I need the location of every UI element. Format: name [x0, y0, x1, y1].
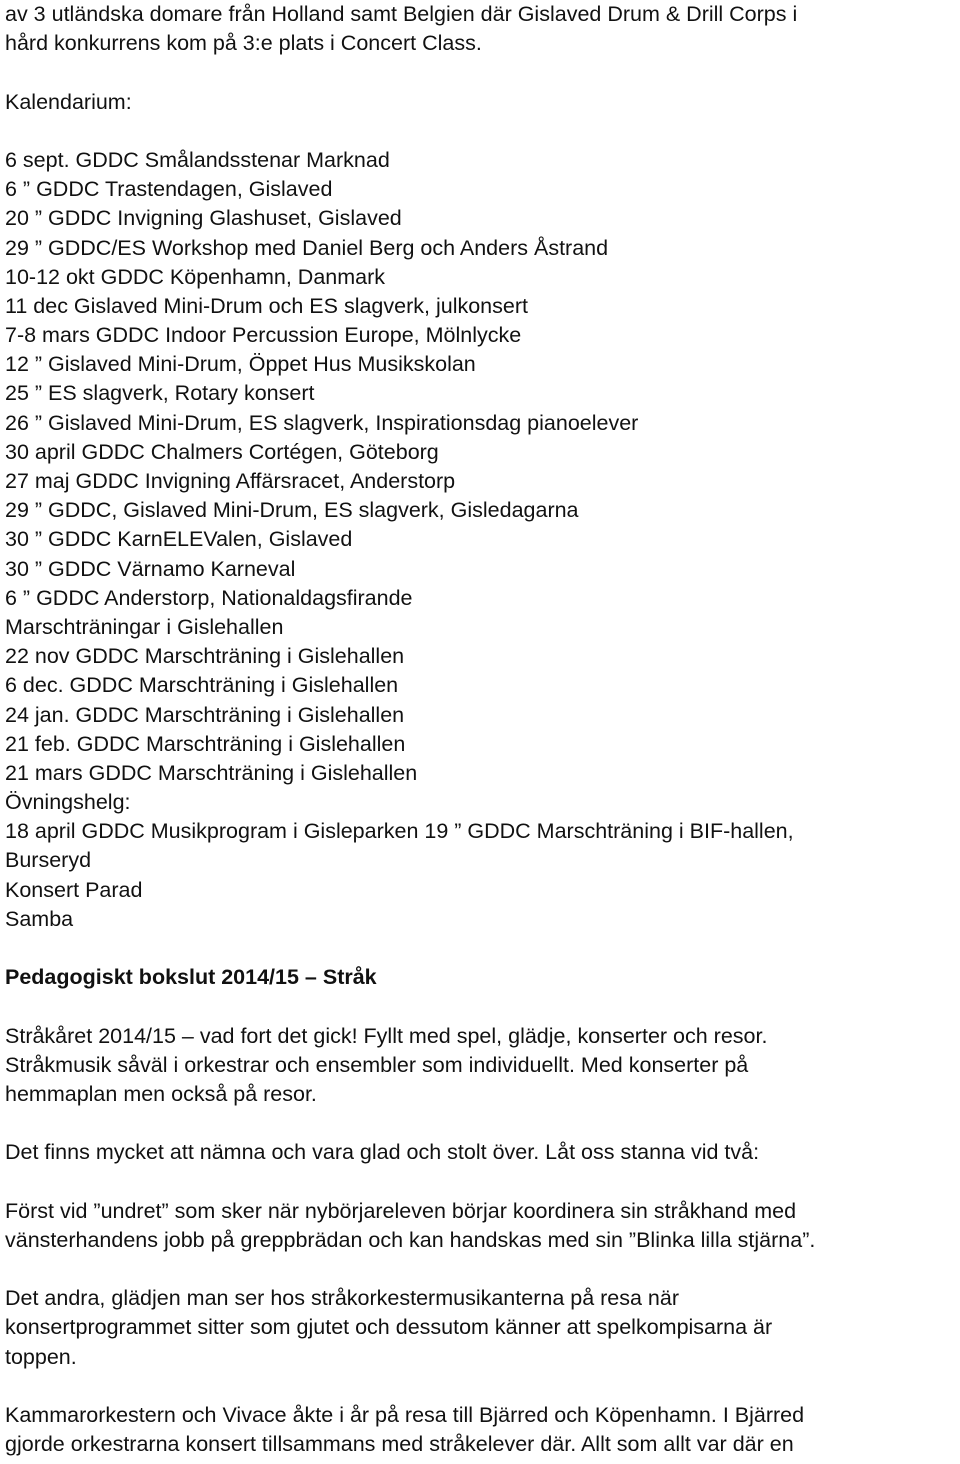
body-paragraph [5, 1284, 955, 1372]
body-paragraph [5, 1197, 955, 1255]
text-line: hård konkurrens kom på 3:e plats i Concert Class. [5, 31, 482, 56]
calendar-item: 29 ” GDDC/ES Workshop med Daniel Berg och Anders Åstrand [5, 235, 609, 260]
calendar-item: 30 april GDDC Chalmers Cortégen, Göteborg [5, 439, 439, 464]
calendar-item: 24 jan. GDDC Marschträning i Gislehallen [5, 702, 405, 727]
text-line: Stråkmusik såväl i orkestrar och ensembler som individuellt. Med konserter på [5, 1052, 749, 1077]
calendar-item: 7-8 mars GDDC Indoor Percussion Europe, Mölnlycke [5, 323, 522, 348]
text-line: av 3 utländska domare från Holland samt Belgien där Gislaved Drum & Drill Corps i [5, 2, 798, 26]
section-heading: Pedagogiskt bokslut 2014/15 – Stråk [5, 965, 377, 990]
text-line: vänsterhandens jobb på greppbrädan och kan handskas med sin ”Blinka lilla stjärna”. [5, 1227, 816, 1252]
spacer [5, 934, 955, 963]
calendar-item: 6 sept. GDDC Smålandsstenar Marknad [5, 147, 390, 172]
spacer [5, 1168, 955, 1197]
calendar-item: 11 dec Gislaved Mini-Drum och ES slagverk, julkonsert [5, 293, 528, 318]
calendar-item: 30 ” GDDC KarnELEValen, Gislaved [5, 527, 353, 552]
text-line: Först vid ”undret” som sker när nybörjareleven börjar koordinera sin stråkhand med [5, 1198, 797, 1223]
calendar-item: 21 mars GDDC Marschträning i Gislehallen [5, 760, 418, 785]
calendar-item: Samba [5, 906, 74, 931]
calendar-heading: Kalendarium: [5, 89, 132, 114]
calendar-item: Burseryd [5, 848, 92, 873]
calendar-item: 20 ” GDDC Invigning Glashuset, Gislaved [5, 206, 402, 231]
calendar-item: 6 ” GDDC Trastendagen, Gislaved [5, 177, 333, 202]
calendar-item: Övningshelg: [5, 790, 131, 815]
spacer [5, 1372, 955, 1401]
text-line: hemmaplan men också på resor. [5, 1081, 317, 1106]
text-line: konsertprogrammet sitter som gjutet och dessutom känner att spelkompisarna är [5, 1315, 773, 1340]
intro-paragraph [5, 0, 955, 58]
spacer [5, 992, 955, 1021]
calendar-item: 26 ” Gislaved Mini-Drum, ES slagverk, Inspirationsdag pianoelever [5, 410, 639, 435]
calendar-item: 22 nov GDDC Marschträning i Gislehallen [5, 644, 405, 669]
calendar-item: 6 dec. GDDC Marschträning i Gislehallen [5, 673, 399, 698]
text-line: Det finns mycket att nämna och vara glad och stolt över. Låt oss stanna vid två: [5, 1140, 760, 1165]
body-paragraph [5, 1401, 955, 1459]
calendar-item: 29 ” GDDC, Gislaved Mini-Drum, ES slagverk, Gisledagarna [5, 498, 579, 523]
spacer [5, 1255, 955, 1284]
calendar-item: 25 ” ES slagverk, Rotary konsert [5, 381, 315, 406]
spacer [5, 117, 955, 146]
text-line: Stråkåret 2014/15 – vad fort det gick! Fyllt med spel, glädje, konserter och resor. [5, 1023, 768, 1048]
text-line: toppen. [5, 1344, 77, 1369]
calendar-list [5, 146, 955, 934]
body-paragraph [5, 1138, 955, 1167]
calendar-item: 27 maj GDDC Invigning Affärsracet, Anderstorp [5, 469, 456, 493]
calendar-item: Marschträningar i Gislehallen [5, 614, 284, 639]
calendar-item: Konsert Parad [5, 877, 143, 902]
calendar-item: 6 ” GDDC Anderstorp, Nationaldagsfirande [5, 585, 413, 610]
text-line: Kammarorkestern och Vivace åkte i år på resa till Bjärred och Köpenhamn. I Bjärred [5, 1403, 805, 1427]
spacer [5, 58, 955, 87]
calendar-item: 10-12 okt GDDC Köpenhamn, Danmark [5, 264, 386, 289]
calendar-item: 30 ” GDDC Värnamo Karneval [5, 556, 296, 581]
calendar-item: 21 feb. GDDC Marschträning i Gislehallen [5, 731, 406, 756]
document-page [5, 0, 955, 1459]
text-line: gjorde orkestrarna konsert tillsammans med stråkelever där. Allt som allt var där en [5, 1432, 794, 1457]
calendar-item: 12 ” Gislaved Mini-Drum, Öppet Hus Musikskolan [5, 352, 476, 377]
text-line: Det andra, glädjen man ser hos stråkorkestermusikanterna på resa när [5, 1286, 680, 1311]
calendar-item: 18 april GDDC Musikprogram i Gisleparken 19 ” GDDC Marschträning i BIF-hallen, [5, 819, 794, 844]
spacer [5, 1109, 955, 1138]
body-paragraph [5, 1022, 955, 1110]
